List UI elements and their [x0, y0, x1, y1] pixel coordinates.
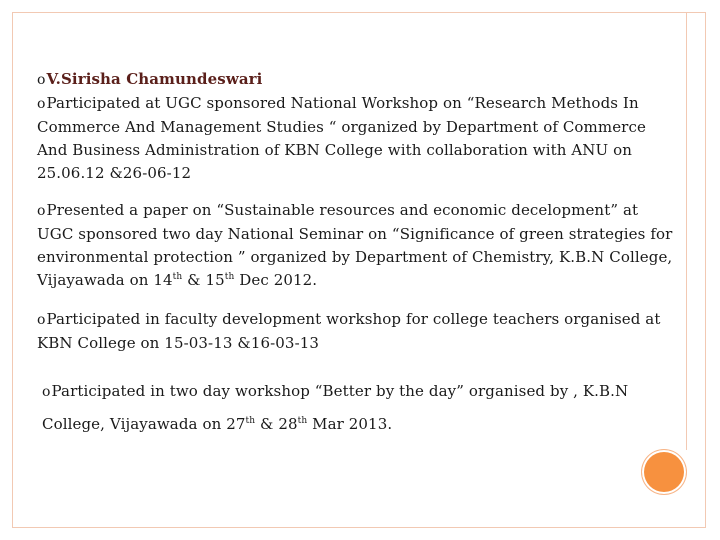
bullet-icon: o — [37, 72, 46, 88]
superscript: th — [224, 272, 235, 282]
list-item-better-by-the-day — [37, 375, 673, 440]
bullet-icon: o — [37, 312, 46, 328]
slide-vertical-rule — [686, 12, 687, 450]
item-text: Participated in faculty development workshop for college teachers organised at KBN College on 15-03-13 &16-03-13 — [37, 310, 661, 352]
slide-content — [37, 68, 673, 440]
item-text: & 28 — [255, 415, 298, 433]
item-text: & 15 — [182, 271, 225, 289]
list-item-workshop-research-methods — [37, 92, 673, 185]
superscript: th — [245, 416, 256, 426]
bullet-icon: o — [37, 96, 46, 112]
orange-circle-decoration — [642, 450, 686, 494]
superscript: th — [297, 416, 308, 426]
bullet-icon: o — [42, 384, 51, 400]
list-item-faculty-development — [37, 308, 673, 355]
author-name: V.Sirisha Chamundeswari — [46, 70, 263, 88]
item-text: Participated in two day workshop “Better by the day” organised by , K.B.N College, Vijayawada on 27 — [42, 382, 629, 433]
item-text: Mar 2013. — [307, 415, 393, 433]
list-item-paper-presentation — [37, 199, 673, 292]
bullet-icon: o — [37, 203, 46, 219]
item-text: Participated at UGC sponsored National Workshop on “Research Methods In Commerce And Management Studies “ organized by Department of Commerce And Business Administration of KBN College with collaboration with ANU on 25.06.12 &26-06-12 — [37, 94, 646, 182]
superscript: th — [172, 272, 183, 282]
item-text: Dec 2012. — [234, 271, 318, 289]
author-line — [37, 68, 673, 92]
item-text: Presented a paper on “Sustainable resources and economic decelopment” at UGC sponsored two day National Seminar on “Significance of green strategies for environmental protection ” organized by Department of Chemistry, K.B.N College, Vijayawada on 14 — [37, 201, 673, 289]
